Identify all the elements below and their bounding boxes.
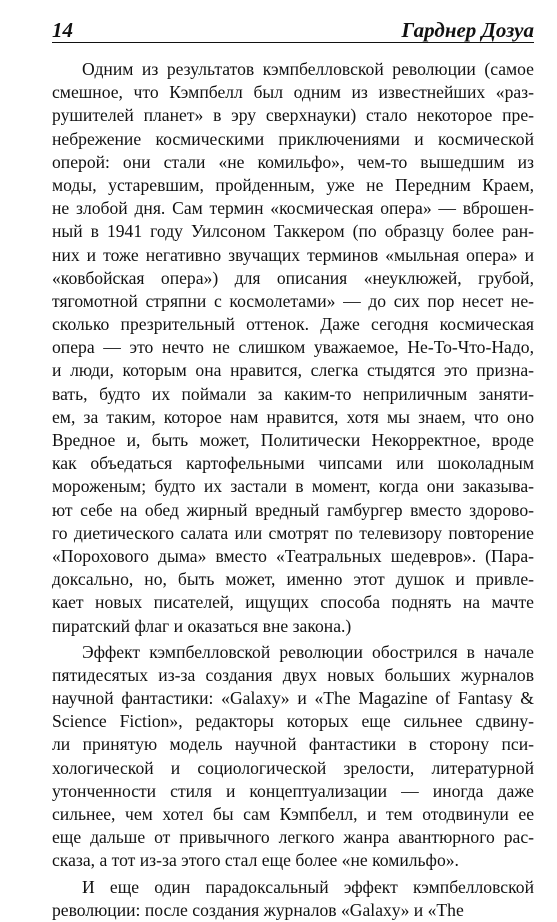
- text-line: ный в 1941 году Уилсоном Таккером (по образцу более ран-: [52, 221, 534, 242]
- text-line: революции: после создания журналов «Galaxy» и «The: [52, 899, 464, 920]
- text-line: И еще один парадоксальный эффект кэмпбелловской: [82, 876, 534, 897]
- running-head-author: Гарднер Дозуа: [401, 18, 534, 42]
- text-line: хологической и социологической зрелости, литературной: [52, 757, 534, 778]
- text-line: сказа, а тот из-за этого стал еще более «не комильфо».: [52, 850, 459, 871]
- text-line: как объедаться картофельными чипсами или шоколадным: [52, 453, 534, 474]
- text-line: Вредное и, быть может, Политически Некорректное, вроде: [52, 430, 534, 450]
- text-line: ют себе на обед жирный вредный гамбургер вместо здорово-: [52, 499, 534, 520]
- text-line: рушителей планет» в эру сверхнауки) стало некоторое пре-: [52, 105, 534, 126]
- text-line: и люди, которым она нравится, слегка стыдятся это призна-: [52, 360, 534, 381]
- text-line: кает новых писателей, ищущих способа поднять на мачте: [52, 592, 534, 613]
- text-line: тягомотной стряпни с космолетами» — до сих пор несет не-: [52, 290, 534, 311]
- text-line: научной фантастики: «Galaxy» и «The Magazine of Fantasy &: [52, 688, 534, 709]
- text-line: пиратский флаг и оказаться вне закона.): [52, 615, 352, 636]
- text-line: Science Fiction», редакторы которых еще сильнее сдвину-: [52, 711, 534, 732]
- text-line: сильнее, чем хотел бы сам Кэмпбелл, и тем отодвинули ее: [52, 804, 534, 824]
- text-line: «ковбойская опера») для описания «неуклюжей, грубой,: [52, 267, 534, 288]
- text-line: го диетического салата или смотрят по телевизору повторение: [52, 522, 534, 543]
- page-number: 14: [52, 18, 73, 42]
- text-line: пятидесятых из-за создания двух новых больших журналов: [52, 664, 534, 685]
- text-line: оперой: они стали «не комильфо», чем-то вышедшим из: [52, 151, 534, 172]
- text-line: не злобой дня. Сам термин «космическая опера» — вброшен-: [52, 198, 534, 219]
- paragraph: [52, 58, 534, 638]
- text-line: смешное, что Кэмпбелл был одним из известнейших «раз-: [52, 82, 534, 103]
- text-line: вать, будто их поймали за каким-то неприличным заняти-: [52, 383, 534, 404]
- body-text: [52, 58, 534, 922]
- text-line: Эффект кэмпбелловской революции обострился в начале: [82, 641, 534, 662]
- text-line: них и тоже негативно звучащих терминов «мыльная опера» и: [52, 244, 534, 265]
- text-line: ем, за таким, которое нам нравится, хотя мы знаем, что оно: [52, 406, 534, 427]
- text-line: Одним из результатов кэмпбелловской революции (самое: [82, 59, 534, 79]
- text-line: еще дальше от привычного легкого жанра авантюрного рас-: [52, 827, 534, 848]
- paragraph: [52, 641, 534, 873]
- text-line: сколько презрительный оттенок. Даже сегодня космическая: [52, 314, 534, 335]
- text-line: опера — это нечто не слишком уважаемое, Не-То-Что-Надо,: [52, 337, 534, 358]
- text-line: небрежение космическими приключениями и космической: [52, 128, 534, 149]
- text-line: моды, устаревшим, пройденным, уже не Передним Краем,: [52, 174, 534, 195]
- running-header: [52, 12, 534, 43]
- paragraph: [52, 876, 534, 922]
- text-line: ли принятую модель научной фантастики в сторону пси-: [52, 734, 534, 755]
- text-line: доксально, но, быть может, именно этот душок и привле-: [52, 569, 534, 590]
- text-line: мороженым; будто их застали в момент, когда они заказыва-: [52, 476, 534, 497]
- text-line: утонченности стиля и концептуализации — иногда даже: [52, 780, 534, 801]
- text-line: «Порохового дыма» вместо «Театральных шедевров». (Пара-: [52, 545, 534, 566]
